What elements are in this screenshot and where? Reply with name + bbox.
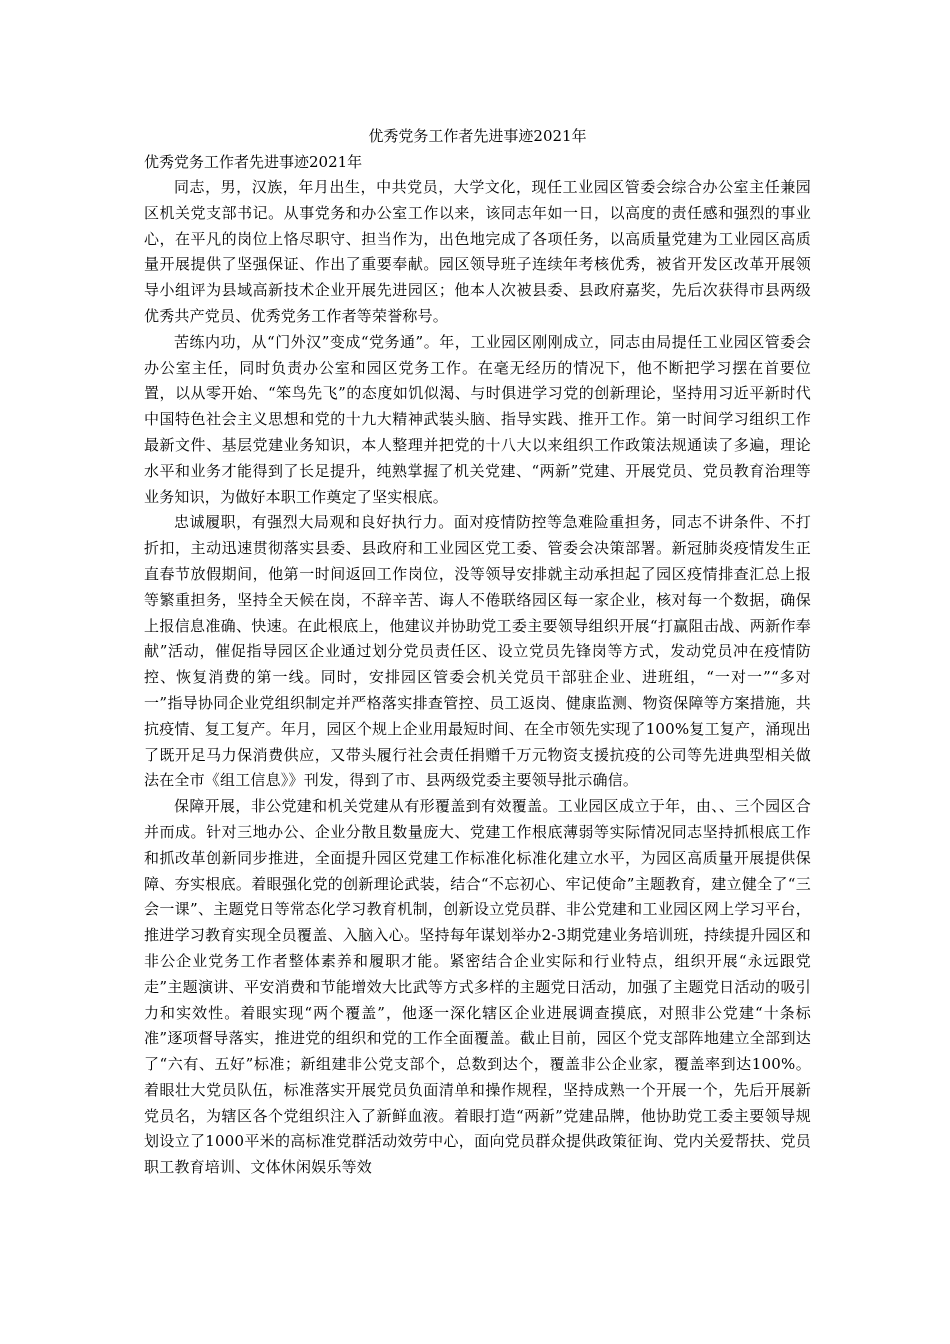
paragraph-duty: 忠诚履职，有强烈大局观和良好执行力。面对疫情防控等急难险重担务，同志不讲条件、不打折扣，主动迅速贯彻落实县委、县政府和工业园区党工委、管委会决策部署。新冠肺炎疫情发生正直春节放假期间，他第一时间返回工作岗位，没等领导安排就主动承担起了园区疫情排查汇总上报等繁重担务，坚持全天候在岗，不辞辛苦、诲人不倦联络园区每一家企业，核对每一个数据，确保上报信息准确、快速。在此根底上，他建议并协助党工委主要领导组织开展“打赢阻击战、两新作奉献”活动，催促指导园区企业通过划分党员责任区、设立党员先锋岗等方式，发动党员冲在疫情防控、恢复消费的第一线。同时，安排园区管委会机关党员干部驻企业、进班组，“一对一”“多对一”指导协同企业党组织制定并严格落实排查管控、员工返岗、健康监测、物资保障等方案措施，共抗疫情、复工复产。年月，园区个规上企业用最短时间、在全市领先实现了100%复工复产，涌现出了既开足马力保消费供应，又带头履行社会责任捐赠千万元物资支援抗疫的公司等先进典型相关做法在全市《组工信息》》刊发，得到了市、县两级党委主要领导批示确信。 bbox=[144, 513, 811, 790]
paragraph-development: 保障开展，非公党建和机关党建从有形覆盖到有效覆盖。工业园区成立于年，由、、三个园区合并而成。针对三地办公、企业分散且数量庞大、党建工作根底薄弱等实际情况同志坚持抓根底工作和抓改革创新同步推进，全面提升园区党建工作标准化标准化建立水平，为园区高质量开展提供保障、夯实根底。着眼强化党的创新理论武装，结合“不忘初心、牢记使命”主题教育，建立健全了“三会一课”、主题党日等常态化学习教育机制，创新设立党员群、非公党建和工业园区网上学习平台，推进学习教育实现全员覆盖、入脑入心。坚持每年谋划举办2-3期党建业务培训班，持续提升园区和非公企业党务工作者整体素养和履职才能。紧密结合企业实际和行业特点，组织开展“永远跟党走”主题演讲、平安消费和节能增效大比武等方式多样的主题党日活动，加强了主题党日活动的吸引力和实效性。着眼实现“两个覆盖”，他逐一深化辖区企业进展调查摸底，对照非公党建“十条标准”逐项督导落实，推进党的组织和党的工作全面覆盖。截止目前，园区个党支部阵地建立全部到达了“六有、五好”标准；新组建非公党支部个，总数到达个，覆盖非公企业家，覆盖率到达100%。着眼壮大党员队伍，标准落实开展党员负面清单和操作规程，坚持成熟一个开展一个，先后开展新党员名，为辖区各个党组织注入了新鲜血液。着眼打造“两新”党建品牌，他协助党工委主要领导规划设立了1000平米的高标准党群活动效劳中心，面向党员群众提供政策征询、党内关爱帮扶、党员职工教育培训、文体休闲娱乐等效 bbox=[144, 797, 811, 1177]
document-subtitle: 优秀党务工作者先进事迹2021年 bbox=[144, 153, 363, 171]
document-page bbox=[144, 123, 811, 1181]
document-title: 优秀党务工作者先进事迹2021年 bbox=[368, 127, 587, 145]
paragraph-study: 苦练内功，从“门外汉”变成“党务通”。年，工业园区刚刚成立，同志由局提任工业园区管委会办公室主任，同时负责办公室和园区党务工作。在毫无经历的情况下，他不断把学习摆在首要位置，以从零开始、“笨鸟先飞”的态度如饥似渴、与时俱进学习党的创新理论，坚持用习近平新时代中国特色社会主义思想和党的十九大精神武装头脑、指导实践、推开工作。第一时间学习组织工作最新文件、基层党建业务知识，本人整理并把党的十八大以来组织工作政策法规通读了多遍，理论水平和业务才能得到了长足提升，纯熟掌握了机关党建、“两新”党建、开展党员、党员教育治理等业务知识，为做好本职工作奠定了坚实根底。 bbox=[144, 332, 811, 506]
paragraph-intro: 同志，男，汉族，年月出生，中共党员，大学文化，现任工业园区管委会综合办公室主任兼园区机关党支部书记。从事党务和办公室工作以来，该同志年如一日，以高度的责任感和强烈的事业心，在平凡的岗位上恪尽职守、担当作为，出色地完成了各项任务，以高质量党建为工业园区高质量开展提供了坚强保证、作出了重要奉献。园区领导班子连续年考核优秀，被省开发区改革开展领导小组评为县域高新技术企业开展先进园区；他本人次被县委、县政府嘉奖，先后次获得市县两级优秀共产党员、优秀党务工作者等荣誉称号。 bbox=[144, 178, 811, 325]
